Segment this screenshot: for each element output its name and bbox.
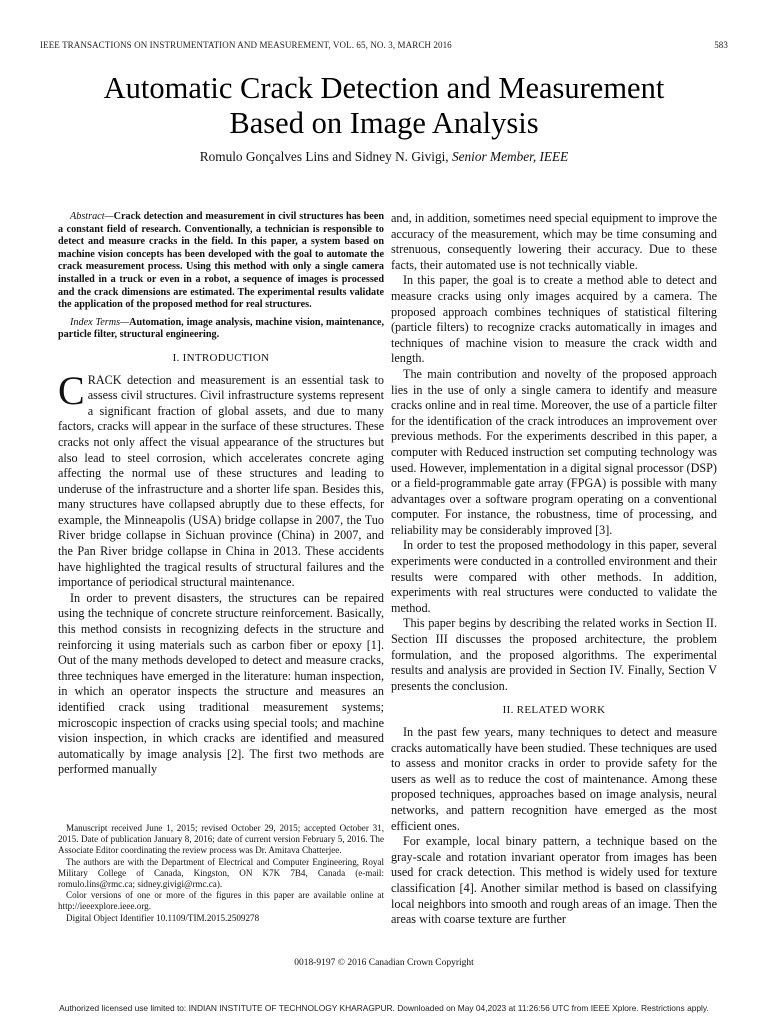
- page-number: 583: [714, 40, 728, 50]
- intro-paragraph-6: In order to test the proposed methodology in this paper, several experiments were conducted in a controlled environment and their results were compared with other methods. In addition, experiments with real structures were conducted to validate the method.: [391, 538, 717, 615]
- footnote-color: Color versions of one or more of the figures in this paper are available online at http://ieeexplore.ieee.org.: [58, 890, 384, 912]
- intro-paragraph-1: [58, 367, 384, 591]
- author-line: [40, 149, 728, 165]
- drop-cap: C: [58, 367, 85, 413]
- running-head: [40, 40, 728, 50]
- abstract-label: Abstract—: [70, 211, 114, 222]
- intro-paragraph-3: and, in addition, sometimes need special equipment to improve the accuracy of the measurement, which may be time consuming and strenuous, consequently lowering their accuracy. Due to these facts, their automated use is not technically viable.: [391, 211, 717, 272]
- right-column: [391, 211, 717, 928]
- footnote-authors: The authors are with the Department of Electrical and Computer Engineering, Royal Military College of Canada, Kingston, ON K7K 7B4, Canada (e-mail: romulo.lins@rmc.ca; sidney.givigi@rmc.ca).: [58, 856, 384, 890]
- intro-paragraph-4: In this paper, the goal is to create a method able to detect and measure cracks using only images acquired by a camera. The proposed approach combines techniques of statistical filtering (particle filters) to recognize cracks automatically in images and techniques of machine vision to measure the crack width and length.: [391, 273, 717, 366]
- intro-paragraph-7: This paper begins by describing the related works in Section II. Section III discusses the proposed architecture, the problem formulation, and the proposed algorithms. The experimental results and analysis are provided in Section IV. Finally, Section V presents the conclusion.: [391, 616, 717, 693]
- footnotes: [58, 823, 384, 924]
- index-terms-text: Automation, image analysis, machine vision, maintenance, particle filter, structural engineering.: [58, 316, 384, 341]
- index-terms: [58, 317, 384, 342]
- related-paragraph-2: For example, local binary pattern, a technique based on the gray-scale and rotation invariant operator from images has been used for crack detection. This method is widely used for texture classification [4]. Another similar method is based on classifying local neighbors into smooth and rough areas of an image. Then the areas with coarse texture are further: [391, 834, 717, 927]
- intro-paragraph-5: The main contribution and novelty of the proposed approach lies in the use of only a single camera to identify and measure cracks online and in real time. Moreover, the use of a particle filter for the identification of the crack introduces an improvement over previous methods. For the experiments described in this paper, a computer with Reduced instruction set computing technology was used. However, implementation in a digital signal processor (DSP) or a field-programmable gate array (FPGA) is possible with many advantages over a software program operating on a conventional computer. For instance, the robustness, time of processing, and reliability may be considerably improved [3].: [391, 366, 717, 537]
- index-terms-label: Index Terms—: [70, 316, 130, 328]
- license-notice: Authorized licensed use limited to: INDIAN INSTITUTE OF TECHNOLOGY KHARAGPUR. Downloaded on May 04,2023 at 11:26:56 UTC from IEEE Xplore. Restrictions apply.: [59, 1003, 709, 1013]
- author-affiliation: Senior Member, IEEE: [451, 149, 569, 164]
- abstract-text: Crack detection and measurement in civil structures has been a constant field of research. Conventionally, a technician is responsible to detect and measure cracks in the field. In this paper, a system based on machine vision concepts has been developed with the goal to automate the crack measurement process. Using this method with only a single camera installed in a truck or even in a robot, a sequence of images is processed and the crack dimensions are estimated. The experimental results validate the application of the proposed method for real structures.: [58, 211, 384, 311]
- footnote-manuscript: Manuscript received June 1, 2015; revised October 29, 2015; accepted October 31, 2015. Date of publication January 8, 2016; date of current version February 5, 2016. The Associate Editor coordinating the review process was Dr. Amitava Chatterjee.: [58, 823, 384, 856]
- footnote-doi: Digital Object Identifier 10.1109/TIM.2015.2509278: [66, 912, 260, 923]
- title-line-1: Automatic Crack Detection and Measurement: [103, 71, 665, 105]
- author-names: Romulo Gonçalves Lins and Sidney N. Givigi,: [199, 149, 452, 164]
- paper-title: [40, 71, 728, 141]
- section-heading-related-work: II. RELATED WORK: [502, 704, 606, 717]
- section-heading-introduction: I. INTRODUCTION: [172, 351, 270, 364]
- left-column: [58, 211, 384, 778]
- copyright-line: 0018-9197 © 2016 Canadian Crown Copyright: [294, 958, 474, 968]
- journal-header: IEEE TRANSACTIONS ON INSTRUMENTATION AND MEASUREMENT, VOL. 65, NO. 3, MARCH 2016: [40, 40, 452, 50]
- related-paragraph-1: In the past few years, many techniques to detect and measure cracks automatically have been studied. These techniques are used to assess and monitor cracks in order to provide safety for the users as well as to reduce the cost of maintenance. Among these proposed techniques, approaches based on image analysis, neural networks, and pattern recognition have emerged as the most efficient ones.: [391, 725, 717, 833]
- intro-paragraph-2: In order to prevent disasters, the structures can be repaired using the technique of concrete structure reinforcement. Basically, this method consists in recognizing defects in the structure and reinforcing it using materials such as carbon fiber or epoxy [1]. Out of the many methods developed to detect and measure cracks, three techniques have emerged in the literature: human inspection, in which an operator inspects the structure and measures an identified crack using traditional measurement systems; microscopic inspection of cracks using special tools; and machine vision inspection, in which cracks are identified and measured automatically by image analysis [2]. The first two methods are performed manually: [58, 590, 384, 777]
- title-line-2: Based on Image Analysis: [229, 106, 539, 140]
- abstract: [58, 211, 384, 312]
- intro-paragraph-1-text: RACK detection and measurement is an essential task to assess civil structures. Civil infrastructure systems represent a significant fraction of global assets, and due to many factors, cracks will appear in the surface of these structures. These cracks not only affect the visual appearance of the structures but also lead to steel corrosion, which accelerates concrete aging affecting the normal use of these structures and leading to underuse of the infrastructure and a shorter life span. Besides this, many structures have collapsed abruptly due to these effects, for example, the Minneapolis (USA) bridge collapse in 2007, the Tuo River bridge collapse in Sichuan province (China) in 2007, and the Pan River bridge collapse in China in 2013. These accidents have highlighted the tragical results of structural failures and the importance of periodical structural maintenance.: [58, 372, 384, 590]
